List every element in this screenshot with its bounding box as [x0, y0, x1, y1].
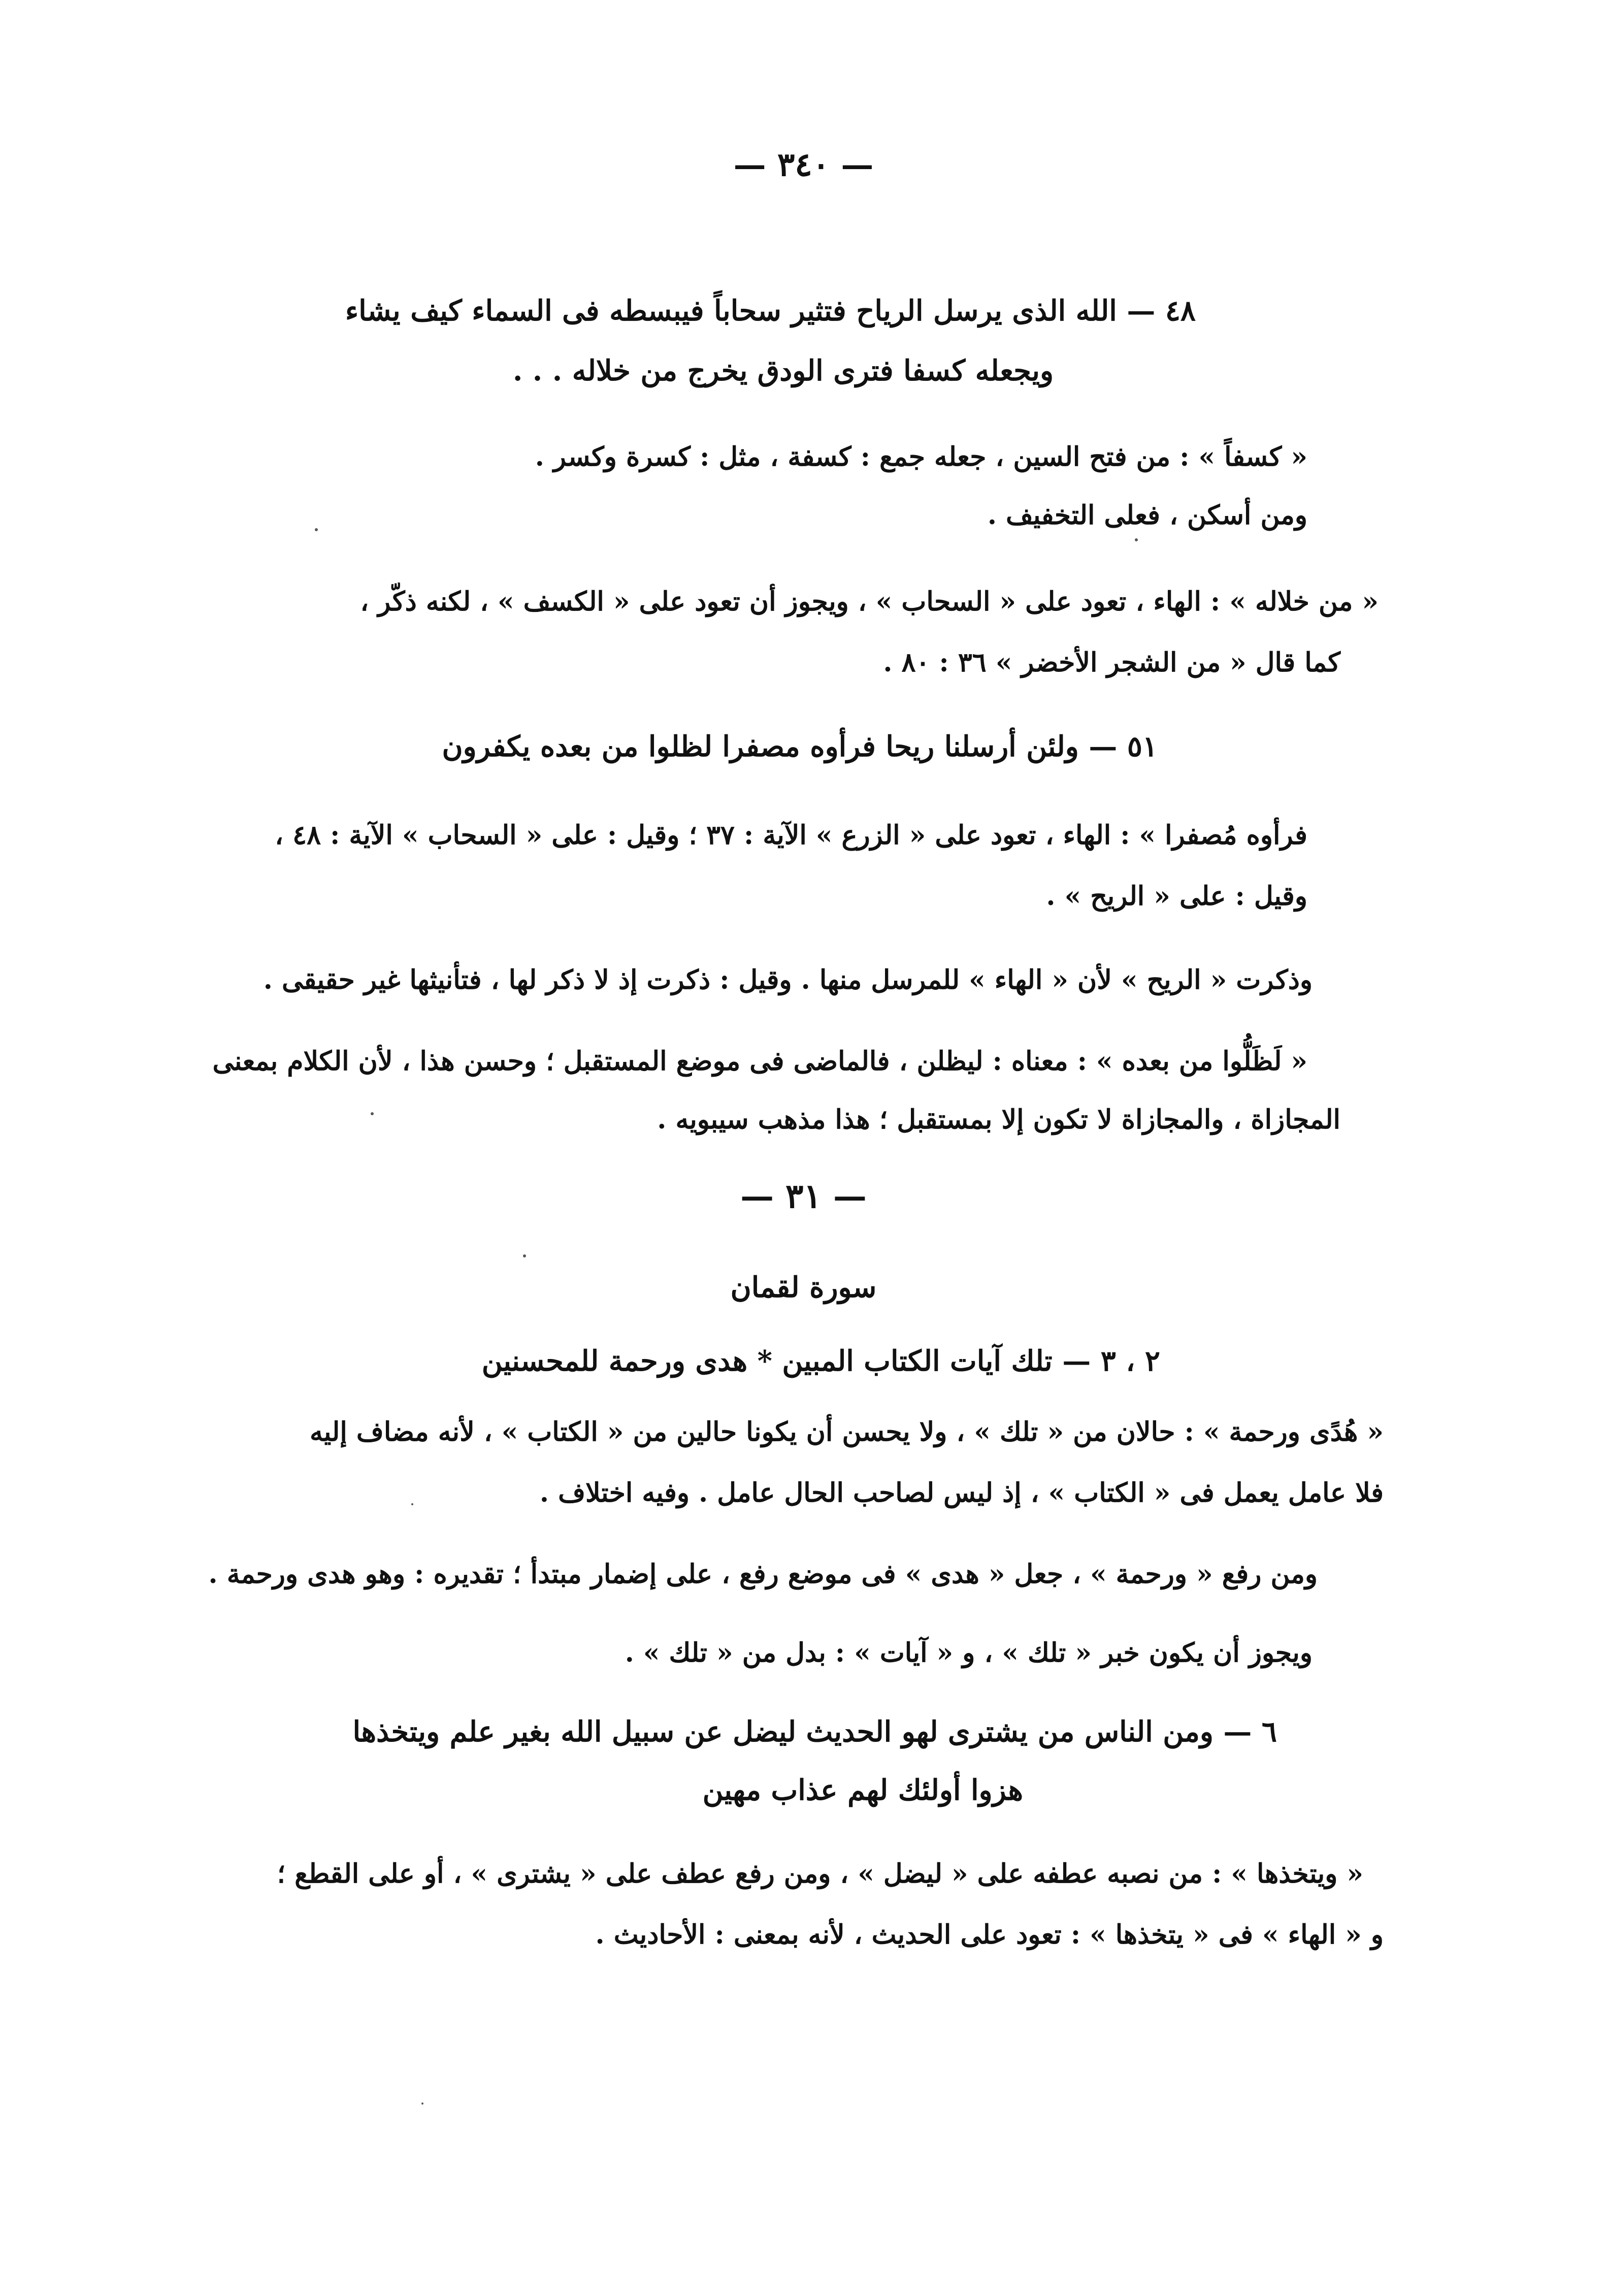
verse-48-line-1: ٤٨ — الله الذى يرسل الرياح فتثير سحاباً فيبسطه فى السماء كيف يشاء — [345, 294, 1196, 328]
commentary-line: « كسفاً » : من فتح السين ، جعله جمع : كسفة ، مثل : كسرة وكسر . — [535, 441, 1307, 472]
section-number: — ٣١ — — [740, 1176, 867, 1216]
page-number: — ٣٤٠ — — [733, 146, 874, 184]
scan-speck — [523, 1254, 526, 1257]
commentary-line: « لَظَلُّوا من بعده » : معناه : ليظلن ، فالماضى فى موضع المستقبل ؛ وحسن هذا ، لأن الكلام بمعنى — [212, 1046, 1307, 1077]
commentary-line: ويجوز أن يكون خبر « تلك » ، و « آيات » : بدل من « تلك » . — [625, 1637, 1313, 1668]
scan-speck — [421, 2103, 423, 2105]
commentary-line: المجازاة ، والمجازاة لا تكون إلا بمستقبل ؛ هذا مذهب سيبويه . — [657, 1104, 1340, 1135]
verse-48-line-2: ويجعله كسفا فترى الودق يخرج من خلاله . . . — [512, 354, 1054, 387]
verse-luqman-6-line-1: ٦ — ومن الناس من يشترى لهو الحديث ليضل عن سبيل الله بغير علم ويتخذها — [352, 1715, 1277, 1749]
scan-speck — [315, 528, 318, 531]
commentary-line: و « الهاء » فى « يتخذها » : تعود على الحديث ، لأنه بمعنى : الأحاديث . — [595, 1919, 1384, 1950]
commentary-line: ومن أسكن ، فعلى التخفيف . — [987, 500, 1307, 531]
commentary-line: وقيل : على « الريح » . — [1046, 881, 1307, 912]
scan-speck — [411, 1503, 413, 1505]
verse-luqman-6-line-2: هزوا أولئك لهم عذاب مهين — [702, 1773, 1023, 1807]
verse-51: ٥١ — ولئن أرسلنا ريحا فرأوه مصفرا لظلوا من بعده يكفرون — [442, 730, 1158, 763]
surah-title: سورة لقمان — [730, 1271, 877, 1304]
commentary-line: فرأوه مُصفرا » : الهاء ، تعود على « الزرع » الآية : ٣٧ ؛ وقيل : على « السحاب » الآية : ٤٨ ، — [275, 820, 1307, 851]
scan-speck — [371, 1112, 374, 1115]
commentary-line: فلا عامل يعمل فى « الكتاب » ، إذ ليس لصاحب الحال عامل . وفيه اختلاف . — [539, 1477, 1384, 1508]
commentary-line: ومن رفع « ورحمة » ، جعل « هدى » فى موضع رفع ، على إضمار مبتدأ ؛ تقديره : وهو هدى ورحمة . — [208, 1559, 1318, 1590]
scan-speck — [1135, 538, 1138, 541]
commentary-line: « من خلاله » : الهاء ، تعود على « السحاب » ، ويجوز أن تعود على « الكسف » ، لكنه ذكّر ، — [360, 586, 1379, 617]
commentary-line: وذكرت « الريح » لأن « الهاء » للمرسل منها . وقيل : ذكرت إذ لا ذكر لها ، فتأنيثها غير حقيقى . — [263, 964, 1313, 995]
commentary-line: كما قال « من الشجر الأخضر » ٣٦ : ٨٠ . — [883, 647, 1340, 678]
verse-luqman-2-3: ٢ ، ٣ — تلك آيات الكتاب المبين * هدى ورحمة للمحسنين — [481, 1344, 1160, 1378]
commentary-line: « هُدًى ورحمة » : حالان من « تلك » ، ولا يحسن أن يكونا حالين من « الكتاب » ، لأنه مضاف إليه — [309, 1416, 1384, 1447]
commentary-line: « ويتخذها » : من نصبه عطفه على « ليضل » ، ومن رفع عطف على « يشترى » ، أو على القطع ؛ — [277, 1858, 1363, 1889]
